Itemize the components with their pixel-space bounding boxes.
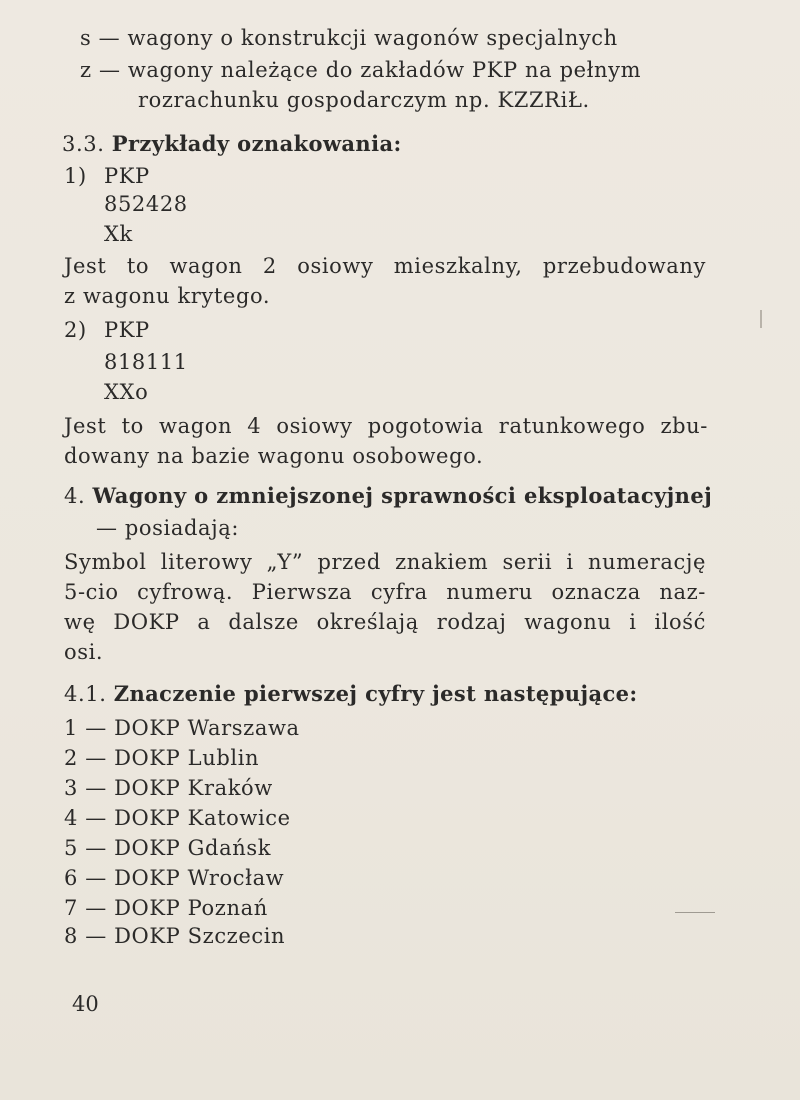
example-2-marker: 2) bbox=[64, 318, 87, 342]
example-1-description-line: z wagonu krytego. bbox=[64, 284, 271, 308]
section-4-body-line: Symbol literowy „Y” przed znakiem serii i numerację bbox=[64, 550, 706, 574]
example-2-description-line: dowany na bazie wagonu osobowego. bbox=[64, 444, 484, 468]
dokp-name: — DOKP Katowice bbox=[85, 806, 291, 830]
dokp-name: — DOKP Warszawa bbox=[85, 716, 300, 740]
dokp-list-item bbox=[64, 922, 285, 950]
dokp-digit: 7 bbox=[64, 896, 78, 920]
dokp-digit: 8 bbox=[64, 924, 78, 948]
dokp-list-item bbox=[64, 714, 300, 742]
section-3-3-heading bbox=[62, 130, 402, 158]
section-4-number: 4. bbox=[64, 484, 86, 508]
dokp-digit: 2 bbox=[64, 746, 78, 770]
dokp-digit: 6 bbox=[64, 866, 78, 890]
dokp-list-item bbox=[64, 864, 284, 892]
dokp-digit: 4 bbox=[64, 806, 78, 830]
example-1-marker: 1) bbox=[64, 164, 87, 188]
dokp-name: — DOKP Poznań bbox=[85, 896, 268, 920]
dokp-list-item bbox=[64, 804, 291, 832]
section-4-heading bbox=[64, 482, 712, 510]
section-4-body-line: osi. bbox=[64, 640, 104, 664]
dokp-list-item bbox=[64, 894, 268, 922]
dokp-name: — DOKP Szczecin bbox=[85, 924, 286, 948]
print-artifact-mark bbox=[760, 310, 768, 328]
example-1-description-line: Jest to wagon 2 osiowy mieszkalny, przebudowany bbox=[64, 254, 706, 278]
section-4-1-number: 4.1. bbox=[64, 682, 107, 706]
section-4-1-title: Znaczenie pierwszej cyfry jest następujące: bbox=[113, 681, 638, 706]
dokp-digit: 5 bbox=[64, 836, 78, 860]
section-4-body-line: wę DOKP a dalsze określają rodzaj wagonu i ilość bbox=[64, 610, 706, 634]
example-2-code-line: XXo bbox=[104, 380, 149, 404]
dokp-list-item bbox=[64, 774, 273, 802]
section-4-title: Wagony o zmniejszonej sprawności eksploatacyjnej bbox=[92, 483, 713, 508]
dokp-name: — DOKP Kraków bbox=[85, 776, 273, 800]
dokp-name: — DOKP Gdańsk bbox=[85, 836, 272, 860]
section-4-body-line: 5-cio cyfrową. Pierwsza cyfra numeru oznacza naz- bbox=[64, 580, 706, 604]
dokp-digit: 1 bbox=[64, 716, 78, 740]
section-4-1-heading bbox=[64, 680, 638, 708]
dokp-list-item bbox=[64, 744, 259, 772]
example-2-description-line: Jest to wagon 4 osiowy pogotowia ratunkowego zbu- bbox=[64, 414, 708, 438]
example-1-code-line: 852428 bbox=[104, 192, 188, 216]
dokp-name: — DOKP Wrocław bbox=[85, 866, 285, 890]
example-1-code-line: Xk bbox=[104, 222, 133, 246]
dokp-list-item bbox=[64, 834, 271, 862]
intro-line-z: z — wagony należące do zakładów PKP na pełnym bbox=[80, 58, 642, 82]
example-2-code-line: PKP bbox=[104, 318, 150, 342]
section-4-subtitle: — posiadają: bbox=[96, 516, 240, 540]
dokp-digit: 3 bbox=[64, 776, 78, 800]
page-number: 40 bbox=[72, 992, 99, 1016]
intro-line-s: s — wagony o konstrukcji wagonów specjalnych bbox=[80, 26, 618, 50]
example-1-code-line: PKP bbox=[104, 164, 150, 188]
section-3-3-title: Przykłady oznakowania: bbox=[111, 131, 402, 156]
dokp-name: — DOKP Lublin bbox=[85, 746, 260, 770]
print-artifact-mark bbox=[675, 912, 715, 927]
section-3-3-number: 3.3. bbox=[62, 132, 105, 156]
example-2-code-line: 818111 bbox=[104, 350, 188, 374]
intro-line-continuation: rozrachunku gospodarczym np. KZZRiŁ. bbox=[138, 88, 590, 112]
